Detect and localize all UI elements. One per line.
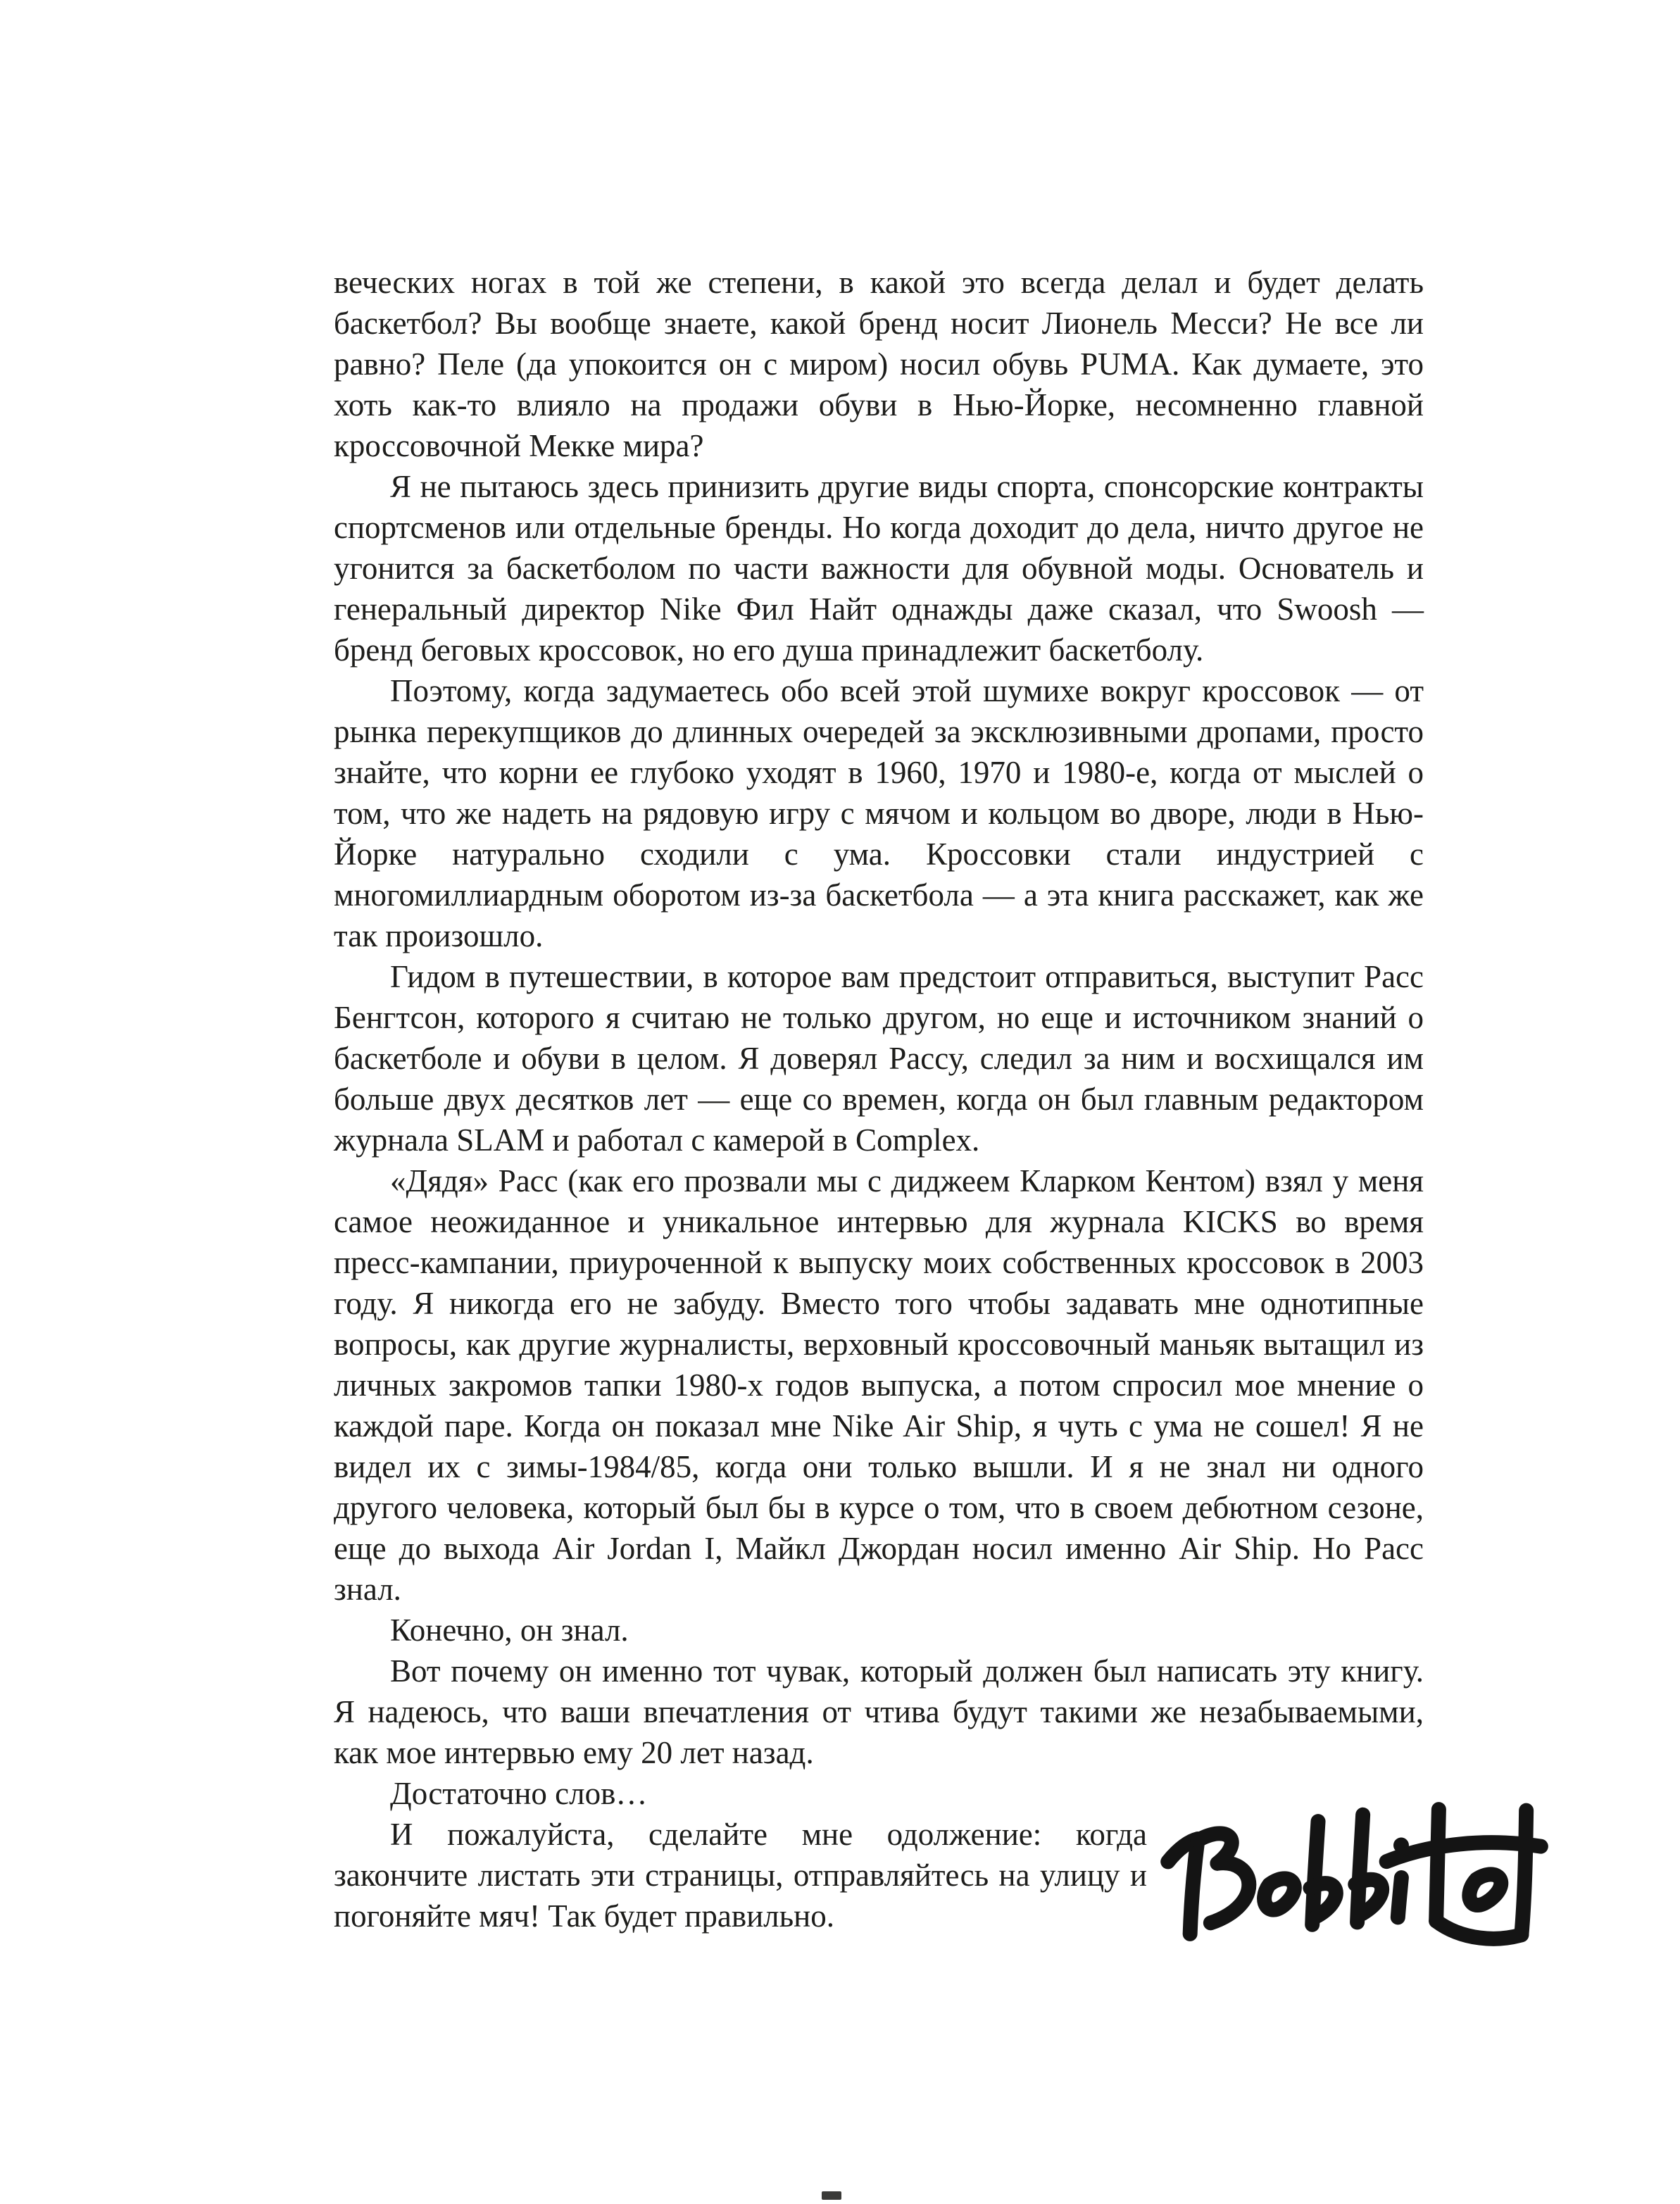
page-text: [334, 262, 1424, 1936]
paragraph: Гидом в путешествии, в которое вам предстоит отправиться, выступит Расс Бенгтсон, которого я считаю не только другом, но еще и источником знаний о баскетболе и обуви в целом. Я доверял Рассу, следил за ним и восхищался им больше двух десятков лет — еще со времен, когда он был главным редактором журнала SLAM и работал с камерой в Complex.: [334, 959, 1424, 1158]
paragraph: Вот почему он именно тот чувак, который должен был написать эту книгу. Я надеюсь, что ваши впечатления от чтива будут такими же незабываемыми, как мое интервью ему 20 лет назад.: [334, 1653, 1424, 1770]
signature: [1158, 1774, 1553, 2000]
paragraph: Поэтому, когда задумаетесь обо всей этой шумихе вокруг кроссовок — от рынка перекупщиков до длинных очередей за эксклюзивными дропами, просто знайте, что корни ее глубоко уходят в 1960, 1970 и 1980-е, когда от мыслей о том, что же надеть на рядовую игру с мячом и кольцом во дворе, люди в Нью-Йорке натурально сходили с ума. Кроссовки стали индустрией с многомиллиардным оборотом из-за баскетбола — а эта книга расскажет, как же так произошло.: [334, 673, 1424, 953]
paragraph: веческих ногах в той же степени, в какой это всегда делал и будет делать баскетбол? Вы вообще знаете, какой бренд носит Лионель Месси? Не все ли равно? Пеле (да упокоится он с миром) носил обувь PUMA. Как думаете, это хоть как-то влияло на продажи обуви в Нью-Йорке, несомненно главной кроссовочной Мекке мира?: [334, 265, 1424, 463]
paragraph: Конечно, он знал.: [390, 1613, 629, 1648]
paragraph: «Дядя» Расс (как его прозвали мы с диджеем Кларком Кентом) взял у меня самое неожиданное и уникальное интервью для журнала KICKS во время пресс-кампании, приуроченной к выпуску моих собственных кроссовок в 2003 году. Я никогда его не забуду. Вместо того чтобы задавать мне однотипные вопросы, как другие журналисты, верховный кроссовочный маньяк вытащил из личных закромов тапки 1980-х годов выпуска, а потом спросил мое мнение о каждой паре. Когда он показал мне Nike Air Ship, я чуть с ума не сошел! Я не видел их с зимы-1984/85, когда они только вышли. И я не знал ни одного другого человека, который был бы в курсе о том, что в своем дебютном сезоне, еще до выхода Air Jordan I, Майкл Джордан носил именно Air Ship. Но Расс знал.: [334, 1163, 1424, 1607]
page-edge-mark: [822, 2191, 841, 2200]
bobbito-signature-icon: [1153, 1765, 1558, 2010]
paragraph: Достаточно слов…: [390, 1776, 648, 1811]
paragraph: Я не пытаюсь здесь принизить другие виды спорта, спонсорские контракты спортсменов или отдельные бренды. Но когда доходит до дела, ничто другое не угонится за баскетболом по части важности для обувной моды. Основатель и генеральный директор Nike Фил Найт однажды даже сказал, что Swoosh — бренд беговых кроссовок, но его душа принадлежит баскетболу.: [334, 469, 1424, 668]
paragraph: И пожалуйста, сделайте мне одолжение: когда закончите листать эти страницы, отправляйтесь на улицу и погоняйте мяч! Так будет правильно.: [334, 1817, 1147, 1934]
